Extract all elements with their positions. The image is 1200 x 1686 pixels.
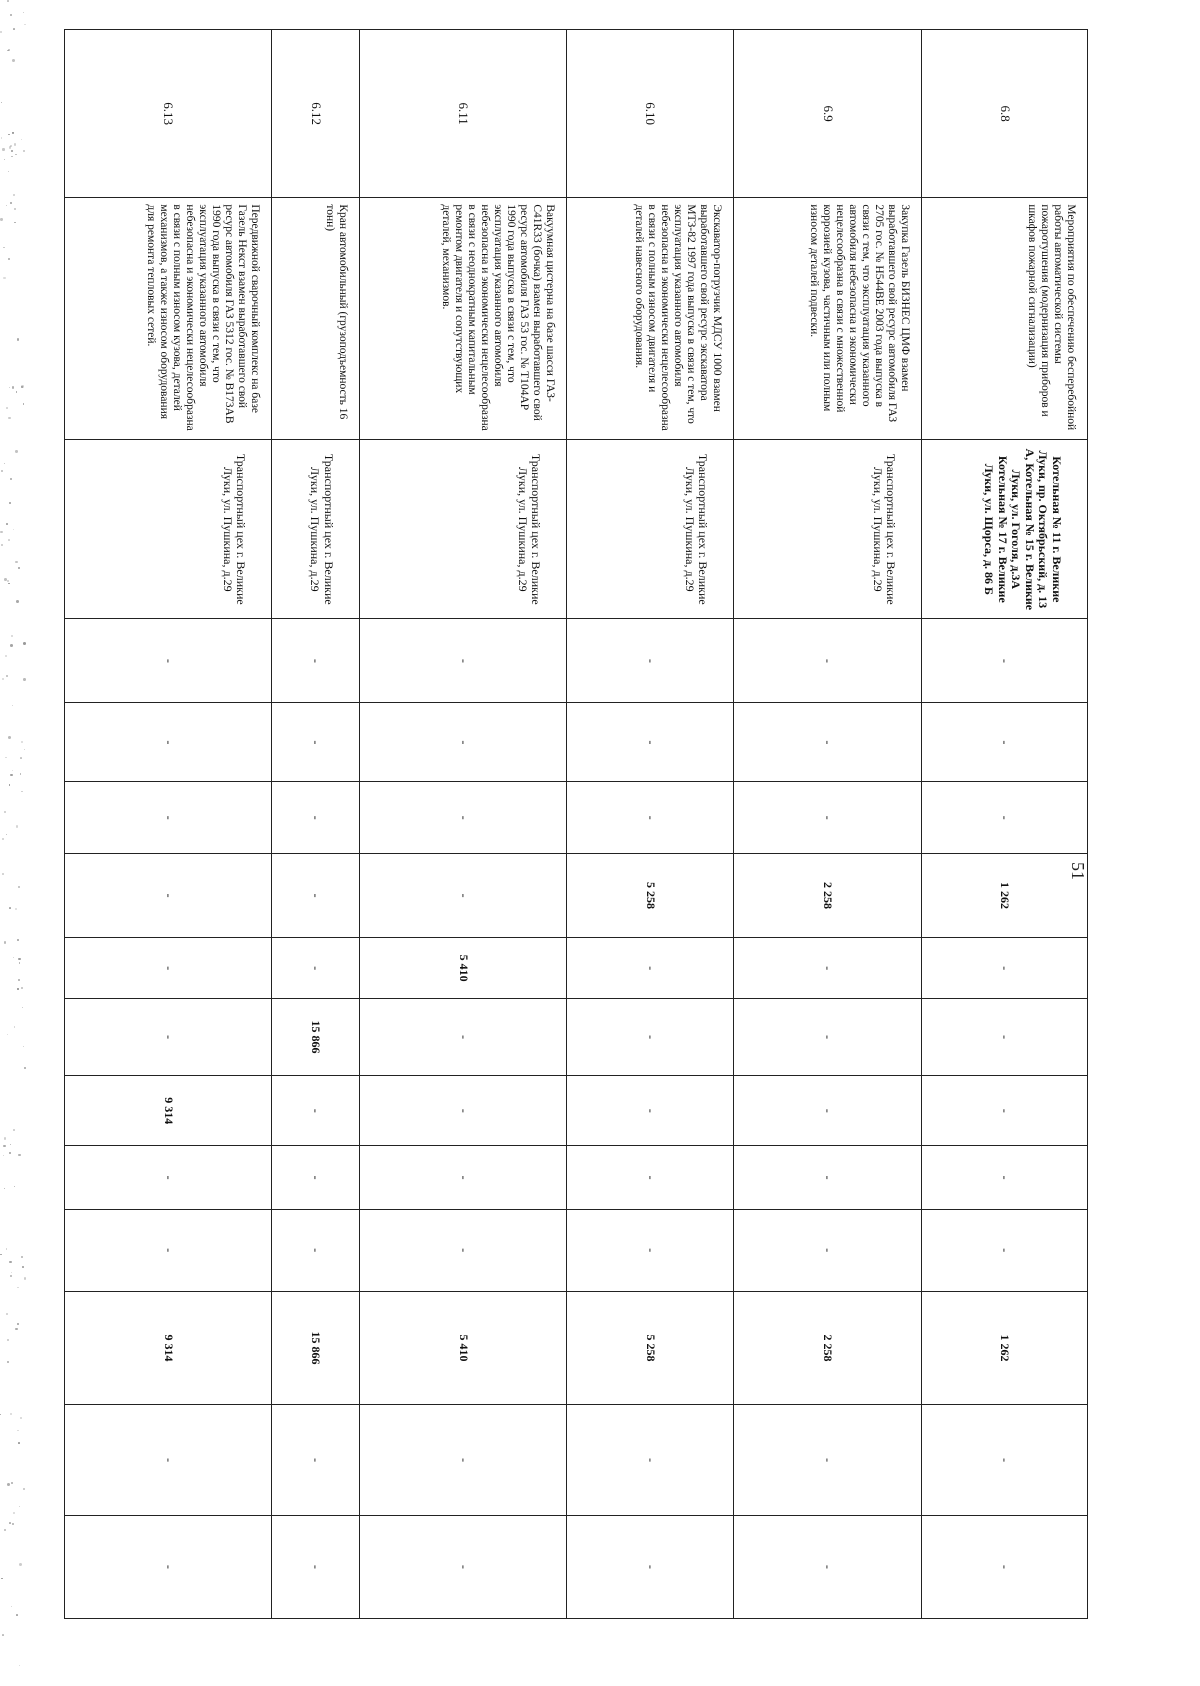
scan-speck bbox=[15, 1328, 18, 1331]
scan-speck bbox=[9, 1152, 10, 1153]
empty-value-cell: - bbox=[922, 1209, 1088, 1291]
table-row bbox=[567, 30, 734, 1619]
empty-value-cell: - bbox=[359, 1515, 566, 1618]
scan-speck bbox=[23, 12, 25, 14]
empty-value-cell: - bbox=[567, 999, 734, 1076]
scan-speck bbox=[17, 338, 20, 341]
empty-value-cell: - bbox=[359, 619, 566, 703]
page-number: 51 bbox=[1068, 862, 1088, 880]
scan-speck bbox=[7, 580, 9, 582]
scan-speck bbox=[4, 1188, 5, 1189]
scan-speck bbox=[12, 386, 14, 388]
location-cell: Транспортный цех г. Великие Луки, ул. Пушкина, д.29 bbox=[359, 440, 566, 619]
empty-value-cell: - bbox=[272, 1209, 359, 1291]
empty-value-cell: - bbox=[359, 999, 566, 1076]
empty-value-cell: - bbox=[65, 782, 272, 854]
empty-value-cell: - bbox=[272, 619, 359, 703]
empty-value-cell: - bbox=[567, 619, 734, 703]
scan-speck bbox=[8, 417, 11, 420]
empty-value-cell: - bbox=[272, 938, 359, 999]
location-cell: Котельная № 11 г. Великие Луки, пр. Октябрьский, д. 13 А, Котельная № 15 г. Великие Луки, ул. Гоголя, д.3А Котельная № 17 г. Великие Луки, ул. Щорса, д. 86 Б bbox=[922, 440, 1088, 619]
empty-value-cell: - bbox=[272, 1515, 359, 1618]
scan-speck bbox=[23, 678, 26, 681]
scan-speck bbox=[6, 407, 8, 409]
empty-value-cell: - bbox=[65, 938, 272, 999]
scan-speck bbox=[17, 1287, 19, 1289]
empty-value-cell: - bbox=[567, 1209, 734, 1291]
scan-speck bbox=[12, 770, 13, 771]
row-number-cell: 6.11 bbox=[359, 30, 566, 198]
scan-speck bbox=[10, 14, 12, 16]
empty-value-cell: - bbox=[65, 703, 272, 782]
scan-speck bbox=[6, 834, 7, 835]
scan-speck bbox=[10, 1144, 11, 1145]
scan-speck bbox=[5, 757, 6, 758]
scan-speck bbox=[10, 202, 12, 204]
amount-cell: 5 410 bbox=[359, 938, 566, 999]
scan-speck bbox=[19, 1506, 20, 1507]
scan-speck bbox=[24, 749, 25, 750]
scan-speck bbox=[4, 1137, 6, 1139]
scan-speck bbox=[18, 958, 21, 961]
empty-value-cell: - bbox=[734, 999, 922, 1076]
scan-speck bbox=[6, 1313, 8, 1315]
scan-speck bbox=[15, 450, 17, 452]
scan-speck bbox=[15, 561, 18, 564]
empty-value-cell: - bbox=[272, 782, 359, 854]
scan-speck bbox=[20, 773, 22, 775]
table-row bbox=[922, 30, 1088, 1619]
scan-speck bbox=[21, 791, 22, 792]
location-cell: Транспортный цех г. Великие Луки, ул. Пушкина, д.29 bbox=[567, 440, 734, 619]
empty-value-cell: - bbox=[922, 999, 1088, 1076]
scan-speck bbox=[3, 1155, 5, 1157]
scan-speck bbox=[11, 150, 13, 152]
scan-speck bbox=[20, 757, 22, 759]
scan-speck bbox=[13, 1512, 15, 1514]
scan-speck bbox=[5, 655, 7, 657]
empty-value-cell: - bbox=[272, 1405, 359, 1515]
scan-speck bbox=[2, 148, 4, 150]
scan-speck bbox=[17, 939, 19, 941]
empty-value-cell: - bbox=[359, 703, 566, 782]
scan-speck bbox=[1, 470, 3, 472]
amount-cell: 9 314 bbox=[65, 1291, 272, 1405]
scan-speck bbox=[16, 600, 19, 603]
measure-description-cell: Передвижной сварочный комплекс на базе Газель Некст взамен выработавшего свой ресурс автомобиля ГАЗ 5312 гос. № В173АВ 1990 года выпуска в связи с тем, что эксплуатация указанного автомобиля небезопасна и экономически нецелесообразна в связи с полным износом кузова, деталей механизмов, а также износом оборудования для ремонта тепловых сетей. bbox=[65, 198, 272, 440]
empty-value-cell: - bbox=[272, 853, 359, 937]
location-cell: Транспортный цех г. Великие Луки, ул. Пушкина, д.29 bbox=[734, 440, 922, 619]
scan-speck bbox=[11, 1482, 13, 1484]
empty-value-cell: - bbox=[734, 1075, 922, 1146]
empty-value-cell: - bbox=[922, 619, 1088, 703]
scan-speck bbox=[0, 31, 2, 33]
scan-speck bbox=[11, 1272, 12, 1273]
empty-value-cell: - bbox=[734, 703, 922, 782]
empty-value-cell: - bbox=[359, 1405, 566, 1515]
scan-speck bbox=[3, 277, 6, 280]
scan-speck bbox=[21, 741, 23, 743]
scan-speck bbox=[12, 59, 15, 62]
scan-speck bbox=[17, 1430, 18, 1431]
scan-speck bbox=[11, 156, 13, 158]
empty-value-cell: - bbox=[359, 1075, 566, 1146]
amount-cell: 2 258 bbox=[734, 853, 922, 937]
measure-description-cell: Вакуумная цистерна на базе шасси ГАЗ-С41R33 (бочка) взамен выработавшего свой ресурс автомобиля ГАЗ 53 гос. № Т104АР 1990 года выпуска в связи с тем, что эксплуатация указанного автомобиля небезопасна и экономически нецелесообразна в связи с неоднократным капитальным ремонтом двигателя и сопутствующих деталей, механизмов. bbox=[359, 198, 566, 440]
empty-value-cell: - bbox=[65, 853, 272, 937]
scan-speck bbox=[9, 1522, 11, 1524]
scan-speck bbox=[9, 784, 10, 785]
scan-speck bbox=[9, 1261, 11, 1263]
empty-value-cell: - bbox=[567, 1405, 734, 1515]
scan-speck bbox=[22, 1007, 24, 1009]
empty-value-cell: - bbox=[734, 782, 922, 854]
empty-value-cell: - bbox=[65, 999, 272, 1076]
scan-speck bbox=[3, 1145, 5, 1147]
scan-speck bbox=[4, 1529, 6, 1531]
scan-speck bbox=[12, 1523, 14, 1525]
location-cell: Транспортный цех г. Великие Луки, ул. Пушкина, д.29 bbox=[65, 440, 272, 619]
scan-speck bbox=[9, 502, 11, 504]
scan-speck bbox=[24, 24, 26, 26]
scan-speck bbox=[10, 1413, 12, 1415]
scan-speck bbox=[19, 1665, 20, 1666]
scan-speck bbox=[4, 941, 6, 943]
scan-speck bbox=[7, 1483, 10, 1486]
row-number-cell: 6.9 bbox=[734, 30, 922, 198]
measure-description-cell: Закупка Газель БИЗНЕС ЦМФ взамен выработавшего свой ресурс автомобиля ГАЗ 2705 гос. № Н544ВЕ 2003 года выпуска в связи с тем, что эксплуатация указанного автомобиля небезопасна и экономически нецелесообразна в связи с множественной коррозией кузова, частичным или полным износом деталей подвески. bbox=[734, 198, 922, 440]
table-row bbox=[65, 30, 272, 1619]
location-cell: Транспортный цех г. Великие Луки, ул. Пушкина, д.29 bbox=[272, 440, 359, 619]
amount-cell: 2 258 bbox=[734, 1291, 922, 1405]
scan-speck bbox=[24, 1067, 26, 1069]
empty-value-cell: - bbox=[734, 1209, 922, 1291]
scan-edge-noise bbox=[0, 0, 26, 1686]
scan-speck bbox=[18, 567, 20, 569]
scan-speck bbox=[22, 1266, 24, 1268]
scan-speck bbox=[21, 139, 22, 140]
scan-speck bbox=[14, 208, 16, 210]
scan-speck bbox=[16, 1614, 18, 1616]
empty-value-cell: - bbox=[272, 1146, 359, 1209]
scan-speck bbox=[23, 642, 26, 645]
scan-speck bbox=[23, 1046, 24, 1047]
scan-speck bbox=[2, 1634, 4, 1636]
scan-speck bbox=[2, 678, 4, 680]
empty-value-cell: - bbox=[359, 1209, 566, 1291]
measure-description-cell: Кран автомобильный (грузоподъемность 16 тонн) bbox=[272, 198, 359, 440]
empty-value-cell: - bbox=[922, 1146, 1088, 1209]
measures-table bbox=[64, 29, 1088, 1619]
scan-speck bbox=[18, 1442, 20, 1444]
empty-value-cell: - bbox=[922, 1515, 1088, 1618]
scan-speck bbox=[7, 1361, 9, 1363]
empty-value-cell: - bbox=[734, 1146, 922, 1209]
scan-speck bbox=[23, 403, 24, 404]
scan-speck bbox=[18, 979, 20, 981]
scan-speck bbox=[8, 583, 9, 584]
scan-speck bbox=[21, 987, 23, 989]
amount-cell: 15 866 bbox=[272, 999, 359, 1076]
scan-speck bbox=[1, 137, 2, 138]
scan-speck bbox=[7, 1034, 8, 1035]
scan-speck bbox=[6, 675, 8, 677]
scan-speck bbox=[13, 1129, 15, 1131]
scan-speck bbox=[10, 644, 13, 647]
scan-speck bbox=[10, 478, 12, 480]
empty-value-cell: - bbox=[65, 1209, 272, 1291]
scan-speck bbox=[20, 1417, 22, 1419]
scan-speck bbox=[10, 774, 12, 776]
scan-speck bbox=[13, 28, 15, 30]
empty-value-cell: - bbox=[65, 1405, 272, 1515]
scan-speck bbox=[8, 171, 9, 172]
scan-speck bbox=[8, 539, 10, 541]
scan-speck bbox=[2, 873, 4, 875]
scan-speck bbox=[15, 908, 18, 911]
scan-speck bbox=[23, 1488, 25, 1490]
scan-speck bbox=[7, 1339, 9, 1341]
amount-cell: 9 314 bbox=[65, 1075, 272, 1146]
scan-speck bbox=[2, 838, 4, 840]
scan-speck bbox=[6, 1248, 8, 1250]
row-number-cell: 6.13 bbox=[65, 30, 272, 198]
scan-speck bbox=[9, 387, 10, 388]
scan-speck bbox=[6, 523, 8, 525]
scan-speck bbox=[4, 159, 5, 160]
scan-speck bbox=[17, 988, 18, 989]
scan-speck bbox=[1, 544, 3, 546]
empty-value-cell: - bbox=[65, 619, 272, 703]
amount-cell: 5 258 bbox=[567, 1291, 734, 1405]
amount-cell: 5 410 bbox=[359, 1291, 566, 1405]
table-row bbox=[272, 30, 359, 1619]
amount-cell: 1 262 bbox=[922, 853, 1088, 937]
empty-value-cell: - bbox=[734, 619, 922, 703]
empty-value-cell: - bbox=[734, 938, 922, 999]
scan-speck bbox=[14, 1026, 15, 1027]
empty-value-cell: - bbox=[567, 782, 734, 854]
amount-cell: 1 262 bbox=[922, 1291, 1088, 1405]
scan-speck bbox=[4, 463, 5, 464]
scan-speck bbox=[10, 1275, 12, 1277]
empty-value-cell: - bbox=[567, 1146, 734, 1209]
scan-speck bbox=[6, 205, 7, 206]
amount-cell: 5 258 bbox=[567, 853, 734, 937]
scan-speck bbox=[0, 1414, 1, 1415]
empty-value-cell: - bbox=[567, 1515, 734, 1618]
scan-speck bbox=[8, 258, 10, 260]
table-row bbox=[734, 30, 922, 1619]
scan-speck bbox=[9, 907, 11, 909]
measure-description-cell: Мероприятия по обеспечению бесперебойной работы автоматической системы пожаротушения (модернизация приборов и шкафов пожарной сигнализации) bbox=[922, 198, 1088, 440]
scan-speck bbox=[8, 134, 10, 136]
scan-speck bbox=[18, 1154, 21, 1157]
scan-speck bbox=[12, 705, 13, 706]
scan-speck bbox=[11, 1606, 12, 1607]
scan-speck bbox=[11, 635, 13, 637]
scan-speck bbox=[18, 886, 21, 889]
empty-value-cell: - bbox=[922, 703, 1088, 782]
table-row bbox=[359, 30, 566, 1619]
scan-speck bbox=[8, 736, 11, 739]
empty-value-cell: - bbox=[359, 1146, 566, 1209]
empty-value-cell: - bbox=[922, 1075, 1088, 1146]
scan-speck bbox=[24, 1277, 27, 1280]
scan-speck bbox=[16, 391, 17, 392]
scan-speck bbox=[14, 143, 17, 146]
empty-value-cell: - bbox=[922, 1405, 1088, 1515]
empty-value-cell: - bbox=[272, 1075, 359, 1146]
amount-cell: 15 866 bbox=[272, 1291, 359, 1405]
scan-speck bbox=[23, 150, 25, 152]
empty-value-cell: - bbox=[359, 853, 566, 937]
row-number-cell: 6.12 bbox=[272, 30, 359, 198]
scan-speck bbox=[16, 825, 18, 827]
scan-speck bbox=[8, 49, 10, 51]
empty-value-cell: - bbox=[567, 938, 734, 999]
empty-value-cell: - bbox=[65, 1146, 272, 1209]
scan-speck bbox=[14, 1186, 15, 1187]
scan-speck bbox=[7, 0, 9, 2]
scan-speck bbox=[0, 1254, 1, 1255]
scan-speck bbox=[3, 247, 4, 248]
measure-description-cell: Экскаватор-погрузчик МДСУ 1000 взамен выработавшего свой ресурс экскаватора МТЗ-82 1997 года выпуска в связи с тем, что эксплуатация указанного автомобиля небезопасна и экономически нецелесообразна в связи с полным износом двигателя и деталей навесного оборудования. bbox=[567, 198, 734, 440]
scan-speck bbox=[21, 1256, 24, 1259]
scan-speck bbox=[1, 102, 3, 104]
scan-speck bbox=[19, 962, 20, 963]
investment-table bbox=[64, 29, 1088, 1619]
scan-speck bbox=[13, 194, 15, 196]
empty-value-cell: - bbox=[567, 1075, 734, 1146]
scan-speck bbox=[4, 811, 6, 813]
empty-value-cell: - bbox=[922, 782, 1088, 854]
scan-speck bbox=[13, 957, 14, 958]
scan-speck bbox=[17, 1323, 19, 1325]
empty-value-cell: - bbox=[567, 703, 734, 782]
row-number-cell: 6.8 bbox=[922, 30, 1088, 198]
scan-speck bbox=[0, 531, 3, 534]
scan-speck bbox=[15, 154, 17, 156]
empty-value-cell: - bbox=[359, 782, 566, 854]
empty-value-cell: - bbox=[734, 1405, 922, 1515]
empty-value-cell: - bbox=[734, 1515, 922, 1618]
empty-value-cell: - bbox=[65, 1515, 272, 1618]
empty-value-cell: - bbox=[922, 938, 1088, 999]
scan-speck bbox=[21, 385, 24, 388]
scan-speck bbox=[1, 1578, 2, 1579]
scan-speck bbox=[14, 222, 16, 224]
scan-speck bbox=[0, 218, 2, 220]
scan-speck bbox=[19, 1563, 22, 1566]
row-number-cell: 6.10 bbox=[567, 30, 734, 198]
empty-value-cell: - bbox=[272, 703, 359, 782]
scan-speck bbox=[13, 529, 14, 530]
